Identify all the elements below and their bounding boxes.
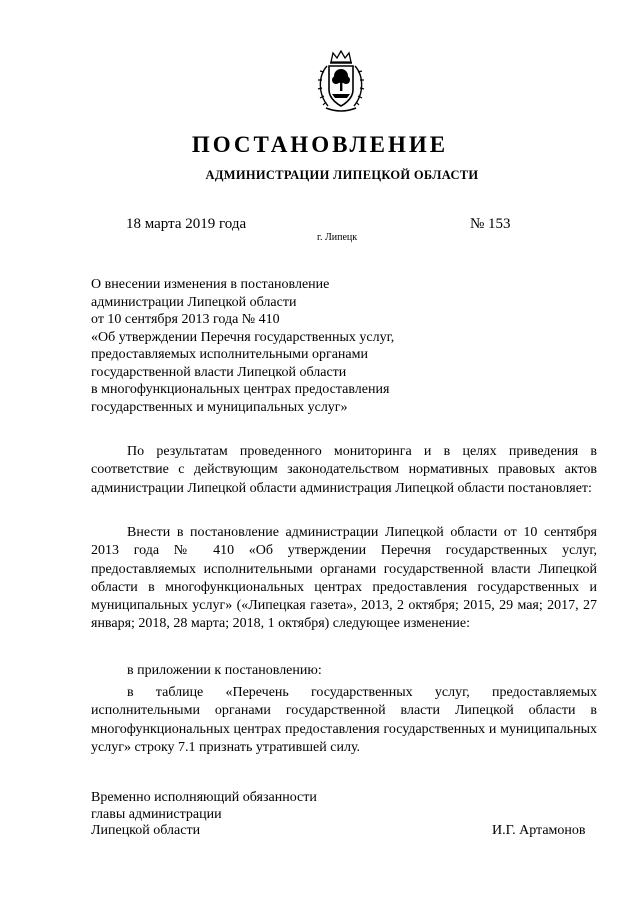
document-subject bbox=[91, 276, 511, 416]
decree-paragraph: Внести в постановление администрации Липецкой области от 10 сентября 2013 года № 410 «Об утверждении Перечня государственных услуг, предоставляемых исполнительными органами государственной власти Липецкой области в многофункциональных центрах предоставления государственных и муниципальных услуг» («Липецкая газета», 2013, 2 октября; 2015, 29 мая; 2017, 27 января; 2018, 28 марта; 2018, 1 октября) следующее изменение: bbox=[91, 525, 597, 632]
signatory-name: И.Г. Артамонов bbox=[492, 823, 586, 838]
subject-line: в многофункциональных центрах предоставления bbox=[91, 382, 390, 397]
subject-line: «Об утверждении Перечня государственных услуг, bbox=[91, 329, 395, 345]
preamble-paragraph: По результатам проведенного мониторинга и в целях приведения в соответствие с действующим законодательством нормативных правовых актов администрации Липецкой области администрация Липецкой области постановляет: bbox=[91, 444, 597, 496]
subject-line: государственных и муниципальных услуг» bbox=[91, 399, 348, 415]
document-title: ПОСТАНОВЛЕНИЕ bbox=[191, 132, 449, 157]
document-number: № 153 bbox=[470, 216, 511, 232]
signatory-position-line: Временно исполняющий обязанности bbox=[91, 790, 317, 805]
appendix-change-paragraph: в таблице «Перечень государственных услуг, предоставляемых исполнительными органами государственной власти Липецкой области в многофункциональных центрах предоставления государственных и муниципальных услуг» строку 7.1 признать утратившей силу. bbox=[91, 685, 597, 755]
document-date: 18 марта 2019 года bbox=[126, 216, 247, 232]
appendix-intro-paragraph: в приложении к постановлению: bbox=[127, 663, 322, 678]
document-city: г. Липецк bbox=[317, 232, 358, 243]
coat-of-arms-icon bbox=[316, 50, 366, 114]
subject-line: государственной власти Липецкой области bbox=[91, 364, 347, 380]
subject-line: предоставляемых исполнительными органами bbox=[91, 347, 368, 362]
signatory-position-line: главы администрации bbox=[91, 806, 222, 822]
subject-line: от 10 сентября 2013 года № 410 bbox=[91, 312, 280, 327]
subject-line: О внесении изменения в постановление bbox=[91, 277, 330, 292]
document-subtitle: АДМИНИСТРАЦИИ ЛИПЕЦКОЙ ОБЛАСТИ bbox=[205, 168, 479, 182]
signatory-position bbox=[91, 790, 317, 840]
subject-line: администрации Липецкой области bbox=[91, 294, 297, 310]
signatory-position-line: Липецкой области bbox=[91, 823, 201, 838]
